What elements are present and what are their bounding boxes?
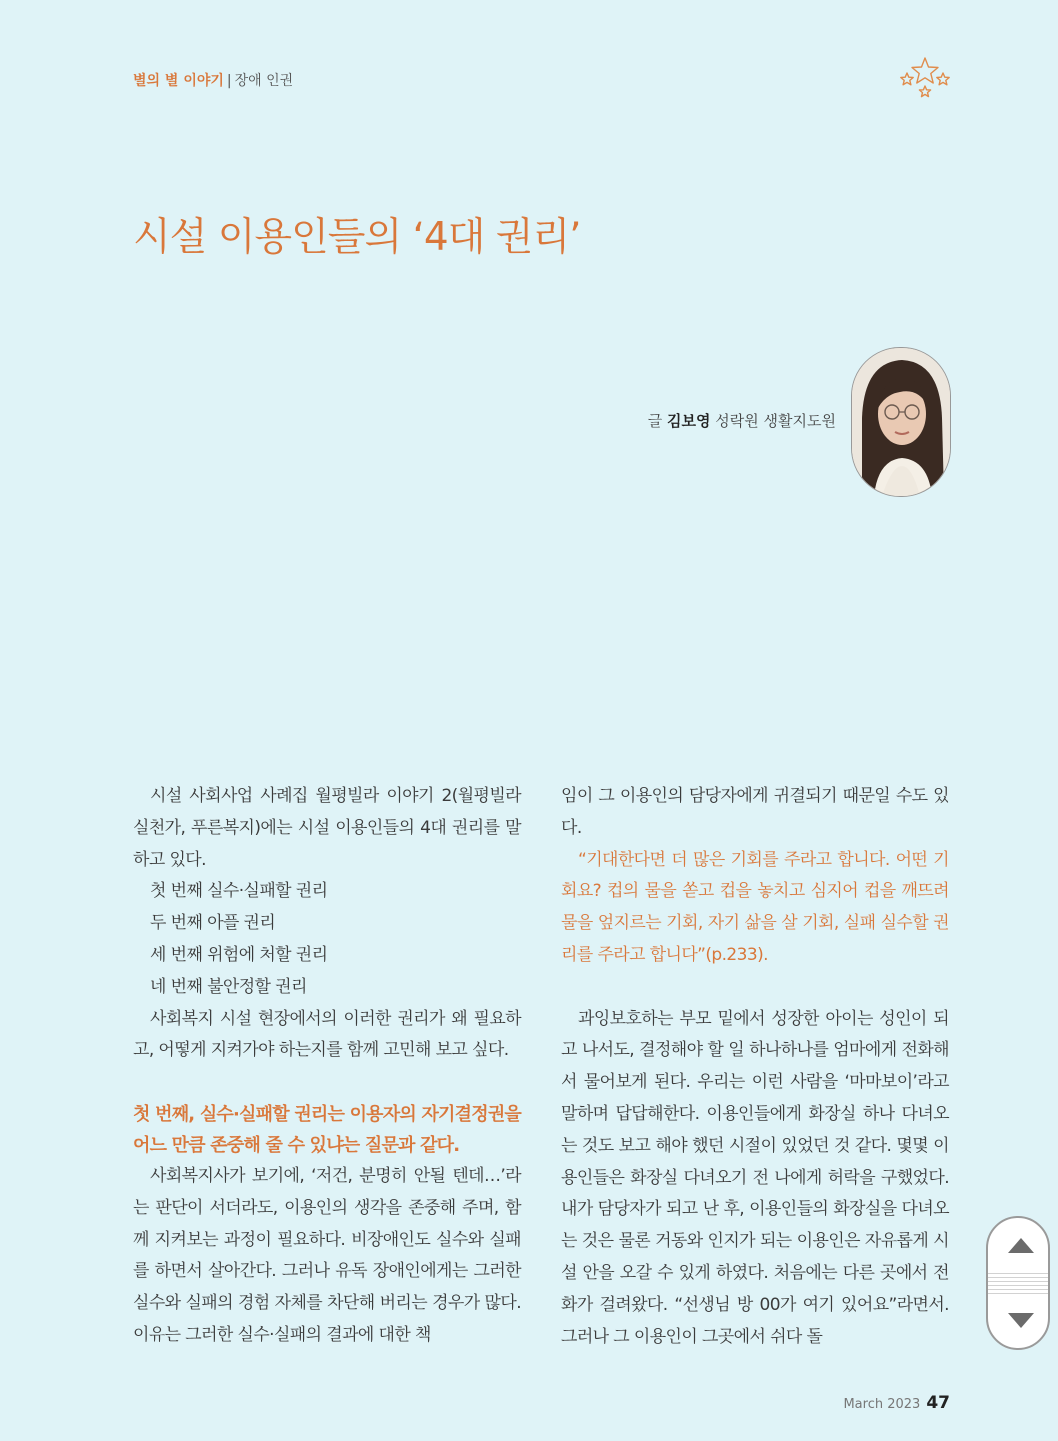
highlight-quote: “기대한다면 더 많은 기회를 주라고 합니다. 어떤 기회요? 컵의 물을 쏟고 컵을 놓치고 심지어 컵을 깨뜨려 물을 엎지르는 기회, 자기 삶을 살 기회, 실패 실수할 권리를 주라고 합니다”(p.233). — [561, 849, 949, 965]
author-name: 김보영 — [667, 412, 711, 430]
right-item: 두 번째 아플 권리 — [150, 913, 276, 934]
page-title: 시설 이용인들의 ‘4대 권리’ — [133, 215, 581, 260]
byline-prefix: 글 — [647, 412, 663, 430]
issue-date: March 2023 — [843, 1397, 921, 1412]
author-photo — [851, 347, 951, 497]
author-portrait-illustration — [852, 348, 950, 496]
page-scroller[interactable] — [986, 1216, 1050, 1350]
triangle-up-icon[interactable] — [1008, 1238, 1034, 1253]
header-separator: | — [226, 73, 232, 89]
series-name: 별의 별 이야기 — [133, 73, 224, 89]
body-paragraph: 사회복지사가 보기에, ‘저건, 분명히 안될 텐데…’라는 판단이 서더라도, 이용인의 생각을 존중해 주며, 함께 지켜보는 과정이 필요하다. 비장애인도 실수와 실패를 하면서 살아간다. 그러나 유독 장애인에게는 그러한 실수와 실패의 경험 자체를 차단해 버리는 경우가 많다. 이유는 그러한 실수·실패의 결과에 대한 책 — [133, 1165, 521, 1345]
right-item: 세 번째 위험에 처할 권리 — [150, 944, 328, 965]
right-column — [561, 781, 949, 1353]
running-header — [133, 70, 293, 90]
scroll-grip[interactable] — [988, 1270, 1048, 1296]
body-paragraph: 과잉보호하는 부모 밑에서 성장한 아이는 성인이 되고 나서도, 결정해야 할 일 하나하나를 엄마에게 전화해서 물어보게 된다. 우리는 이런 사람을 ‘마마보이’라고 말하며 답답해한다. 이용인들에게 화장실 하나 다녀오는 것도 보고 해야 했던 시절이 있었던 것 같다. 몇몇 이용인들은 화장실 다녀오기 전 나에게 허락을 구했었다. 내가 담당자가 되고 난 후, 이용인들의 화장실을 다녀오는 것은 물론 거동와 인지가 되는 이용인은 자유롭게 시설 안을 오갈 수 있게 하였다. 처음에는 다른 곳에서 전화가 걸려왔다. “선생님 방 00가 여기 있어요”라면서. 그러나 그 이용인이 그곳에서 쉬다 돌 — [561, 1008, 949, 1347]
category-label: 장애 인권 — [234, 73, 294, 89]
section-subheading: 첫 번째, 실수·실패할 권리는 이용자의 자기결정권을 어느 만큼 존중해 줄 수 있냐는 질문과 같다. — [133, 1103, 521, 1156]
body-paragraph: 사회복지 시설 현장에서의 이러한 권리가 왜 필요하고, 어떻게 지켜가야 하는지를 함께 고민해 보고 싶다. — [133, 1008, 521, 1061]
page-footer — [843, 1393, 950, 1413]
body-paragraph: 시설 사회사업 사례집 월평빌라 이야기 2(월평빌라 실천가, 푸른복지)에는 시설 이용인들의 4대 권리를 말하고 있다. — [133, 786, 521, 870]
author-byline — [648, 410, 836, 431]
author-role: 성락원 생활지도원 — [715, 412, 836, 430]
stars-logo-icon — [898, 56, 952, 102]
left-column — [133, 781, 521, 1352]
right-item: 첫 번째 실수·실패할 권리 — [150, 881, 328, 902]
page-number: 47 — [926, 1393, 950, 1413]
body-paragraph: 임이 그 이용인의 담당자에게 귀결되기 때문일 수도 있다. — [561, 786, 949, 838]
right-item: 네 번째 불안정할 권리 — [150, 976, 307, 997]
triangle-down-icon[interactable] — [1008, 1313, 1034, 1328]
